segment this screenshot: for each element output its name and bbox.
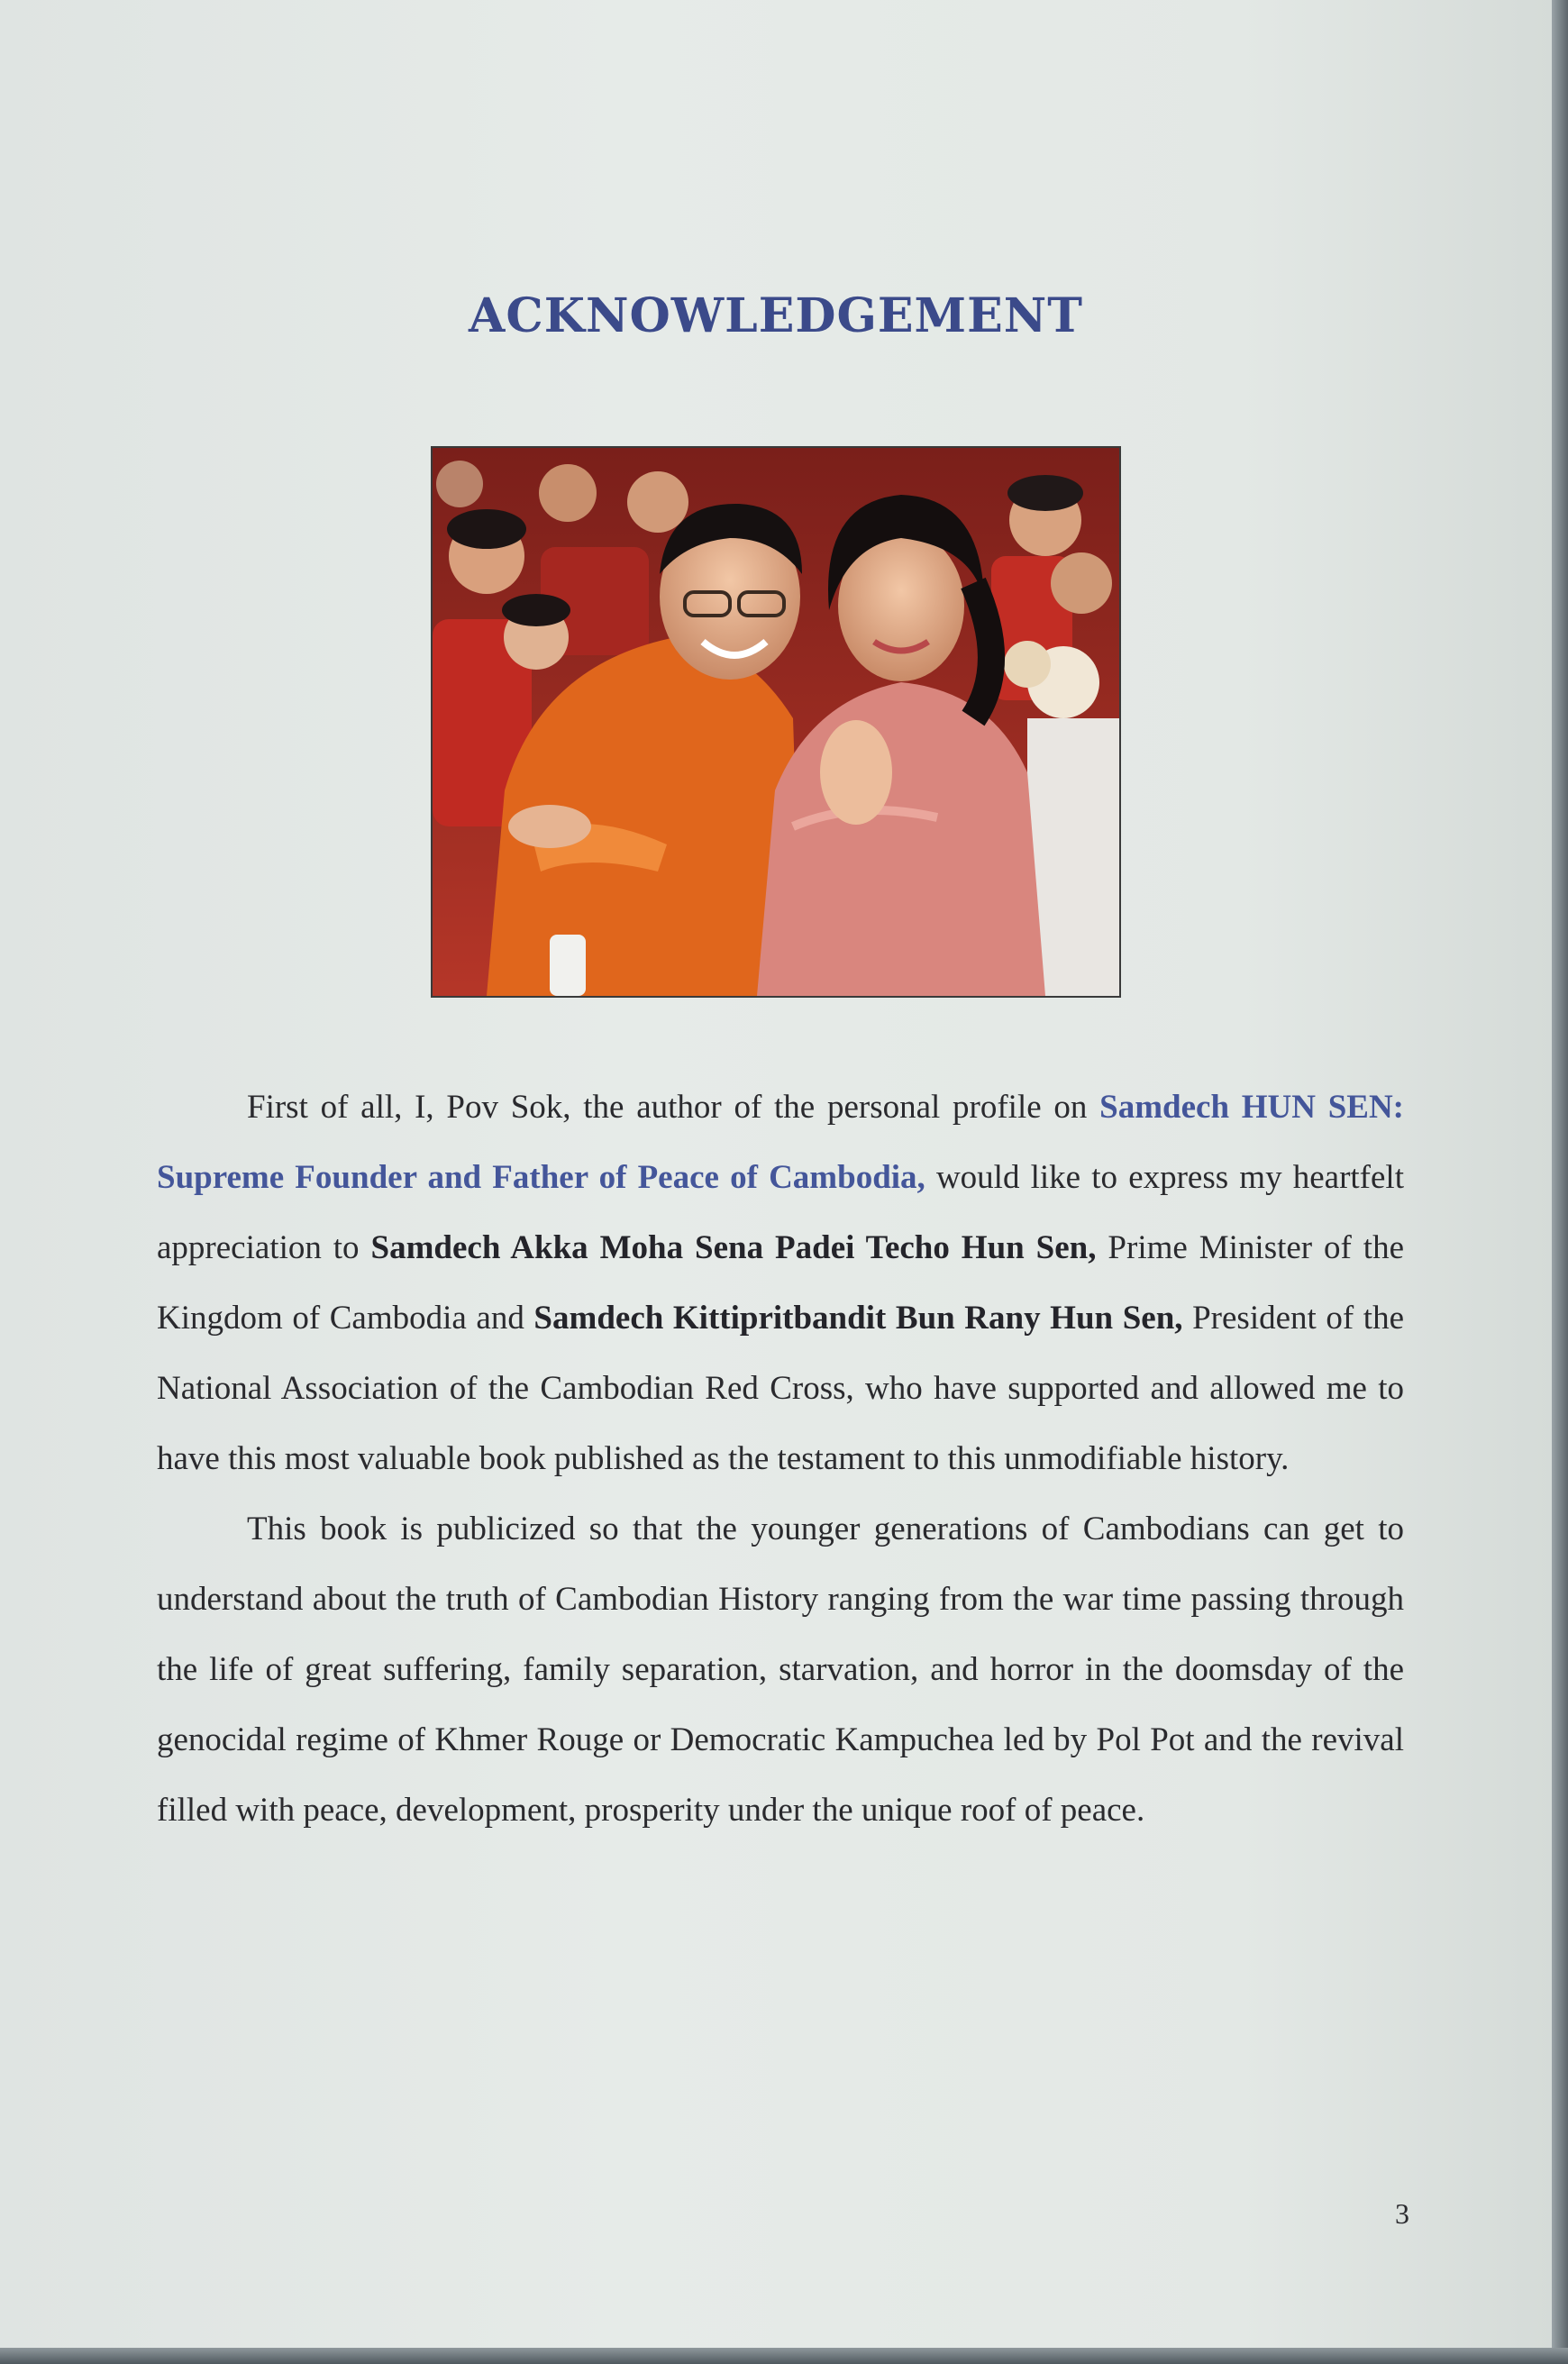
book-title: Samdech HUN SEN: Supreme Founder and Father of Peace of Cambodia, xyxy=(157,1089,1405,1196)
paragraph-1 xyxy=(157,1072,1404,1494)
name-prime-minister: Samdech Akka Moha Sena Padei Techo Hun Sen, xyxy=(370,1229,1097,1266)
page-number: 3 xyxy=(1395,2197,1409,2230)
paragraph-1-text-4: President of the National Association of the Cambodian Red Cross, who have supported and allowed me to have this most valuable book published as the testament to this unmodifiable history. xyxy=(157,1300,1404,1477)
body-text xyxy=(157,1072,1404,1846)
bottom-edge-shadow xyxy=(0,2348,1568,2364)
page-edge-shadow xyxy=(1552,0,1568,2364)
name-red-cross-president: Samdech Kittipritbandit Bun Rany Hun Sen, xyxy=(533,1300,1183,1337)
photo-of-couple-at-event-icon xyxy=(433,448,1119,996)
paragraph-2: This book is publicized so that the younger generations of Cambodians can get to understand about the truth of Cambodian History ranging from the war time passing through the life of great suffering, family separation, starvation, and horror in the doomsday of the genocidal regime of Khmer Rouge or Democratic Kampuchea led by Pol Pot and the revival filled with peace, development, prosperity under the unique roof of peace. xyxy=(157,1511,1404,1829)
page-title: ACKNOWLEDGEMENT xyxy=(469,288,1083,343)
paragraph-1-text-3: Prime Minister of the Kingdom of Cambodia and xyxy=(157,1229,1404,1337)
photo xyxy=(431,446,1121,998)
paragraph-1-text-1: First of all, I, Pov Sok, the author of the personal profile on xyxy=(247,1089,1100,1126)
paragraph-1-text-2: would like to express my heartfelt appreciation to xyxy=(157,1159,1404,1266)
